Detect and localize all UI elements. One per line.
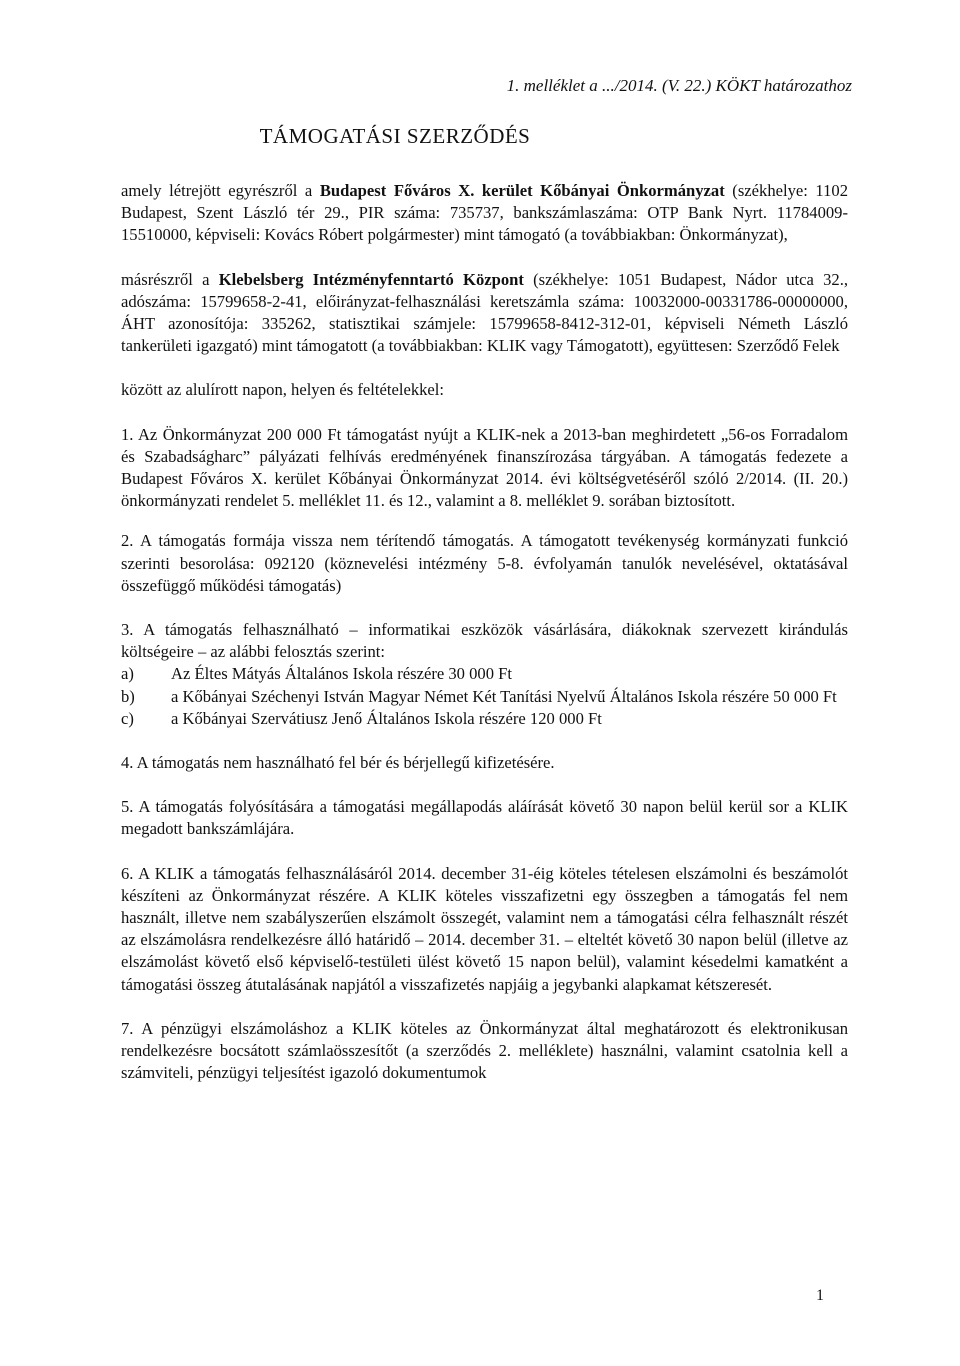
list-marker: a): [121, 664, 134, 684]
clause-7: 7. A pénzügyi elszámoláshoz a KLIK köteles az Önkormányzat által meghatározott és elektronikusan rendelkezésre bocsátott számlaösszesítőt (a szerződés 2. melléklete) használni, valamint csatolnia kell a számviteli, pénzügyi teljesítést igazoló dokumentumok: [121, 1018, 848, 1083]
document-title: TÁMOGATÁSI SZERZŐDÉS: [259, 124, 531, 148]
allocation-item: [121, 708, 848, 730]
allocation-item: [121, 686, 848, 708]
annex-reference: 1. melléklet a .../2014. (V. 22.) KÖKT határozathoz: [506, 76, 852, 95]
party-two-name: Klebelsberg Intézményfenntartó Központ: [218, 269, 524, 289]
allocation-text: a Kőbányai Szervátiusz Jenő Általános Iskola részére 120 000 Ft: [171, 708, 602, 728]
clause-6: 6. A KLIK a támogatás felhasználásáról 2014. december 31-éig köteles tételesen elszámolni és beszámolót készíteni az Önkormányzat részére. A KLIK köteles visszafizetni egy összegben a támogatás fel nem használt, illetve nem szabályszerűen elszámolt összegét, valamint nem a támogatási célra felhasznált részét az elszámolásra rendelkezésre álló határidő – 2014. december 31. – elteltét követő 30 napon belül (illetve az elszámolást követő első képviselő-testületi ülést követő 15 napon belül), valamint késedelmi kamatként a támogatási összeg átutalásának napjától a visszafizetés napjáig a jegybanki alapkamat kétszeresét.: [121, 863, 848, 994]
clause-4: 4. A támogatás nem használható fel bér és bérjellegű kifizetésére.: [121, 753, 555, 773]
allocation-text: a Kőbányai Széchenyi István Magyar Német Két Tanítási Nyelvű Általános Iskola részére 50 000 Ft: [171, 686, 837, 706]
document-body: [121, 180, 848, 1085]
allocation-list: [121, 663, 848, 730]
clause-3-intro: 3. A támogatás felhasználható – informatikai eszközök vásárlására, diákoknak szervezett kirándulás költségeire – az alábbi felosztás szerint:: [121, 620, 848, 662]
party-one-paragraph: [121, 180, 848, 247]
clause-2: 2. A támogatás formája vissza nem térítendő támogatás. A támogatott tevékenység kormányzati funkció szerinti besorolása: 092120 (köznevelési intézmény 5-8. évfolyamán tanulók nevelésével, oktatásával összefüggő működési támogatás): [121, 531, 848, 595]
party-two-details: (székhelye: 1051 Budapest, Nádor utca 32., adószáma: 15799658-2-41, előirányzat-felhasználási keretszámla száma: 10032000-00331786-00000000, ÁHT azonosítója: 335262, statisztikai számjele: 15799658-8412-312-01, képviseli Németh László tankerületi igazgató) mint támogatott (a továbbiakban: KLIK vagy Támogatott), együttesen: Szerződő Felek: [121, 269, 848, 356]
clause-1: 1. Az Önkormányzat 200 000 Ft támogatást nyújt a KLIK-nek a 2013-ban meghirdetett „56-os Forradalom és Szabadságharc” pályázati felhívás eredményének finanszírozása tárgyában. A támogatás fedezete a Budapest Főváros X. kerület Kőbányai Önkormányzat 2014. évi költségvetéséről szóló 2/2014. (II. 20.) önkormányzati rendelet 5. melléklet 11. és 12., valamint a 8. melléklet 9. sorában biztosított.: [121, 424, 848, 511]
party-one-details: (székhelye: 1102 Budapest, Szent László tér 29., PIR száma: 735737, bankszámlaszáma: OTP Bank Nyrt. 11784009-15510000, képviseli: Kovács Róbert polgármester) mint támogató (a továbbiakban: Önkormányzat),: [121, 181, 848, 245]
list-marker: c): [121, 708, 134, 728]
allocation-text: Az Éltes Mátyás Általános Iskola részére 30 000 Ft: [171, 664, 513, 684]
list-marker: b): [121, 686, 135, 706]
party-two-intro: másrészről a: [121, 269, 219, 289]
party-one-intro: amely létrejött egyrészről a: [121, 181, 320, 200]
party-two-paragraph: [121, 269, 848, 358]
terms-intro: között az alulírott napon, helyen és feltételekkel:: [121, 380, 444, 400]
clause-5: 5. A támogatás folyósítására a támogatási megállapodás aláírását követő 30 napon belül kerül sor a KLIK megadott bankszámlájára.: [121, 797, 848, 839]
page-number: 1: [816, 1287, 824, 1304]
party-one-name: Budapest Főváros X. kerület Kőbányai Önkormányzat: [319, 181, 725, 200]
allocation-item: [121, 663, 848, 685]
